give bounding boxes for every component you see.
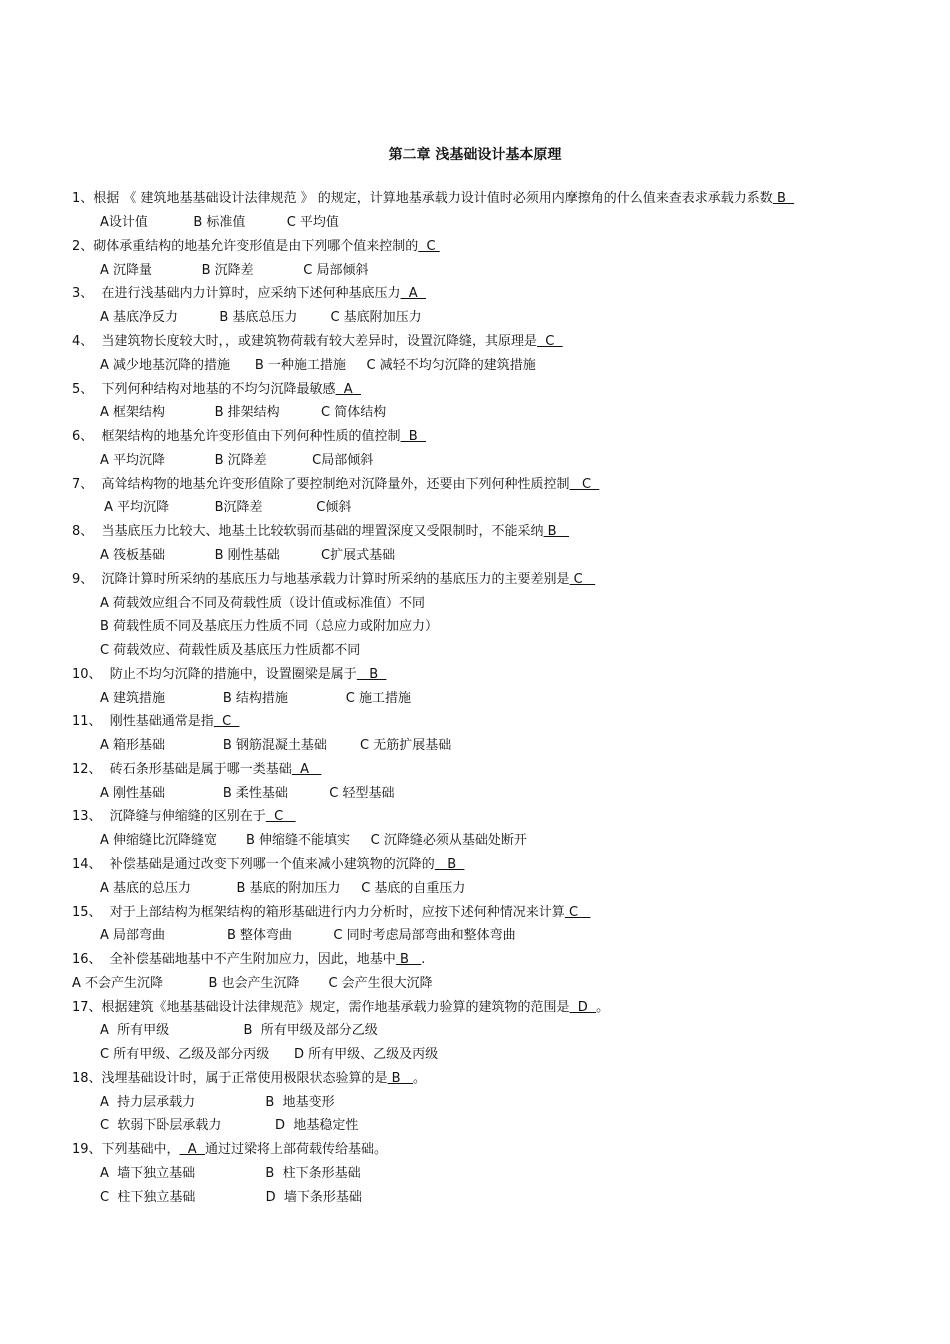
answer-blank: B — [395, 952, 422, 967]
question-12: 12、 砖石条形基础是属于哪一类基础 A — [72, 762, 322, 777]
option-9c: C 荷载效应、荷载性质及基底压力性质都不同 — [100, 643, 361, 658]
options-1: A设计值 B 标准值 C 平均值 — [100, 215, 339, 230]
options-6: A 平均沉降 B 沉降差 C局部倾斜 — [100, 453, 374, 468]
options-19-cd: C 柱下独立基础 D 墙下条形基础 — [100, 1190, 362, 1205]
question-9: 9、 沉降计算时所采纳的基底压力与地基承载力计算时所采纳的基底压力的主要差别是 C — [72, 572, 596, 587]
options-8: A 筏板基础 B 刚性基础 C扩展式基础 — [100, 548, 396, 563]
answer-blank: B — [772, 191, 795, 206]
question-16: 16、 全补偿基础地基中不产生附加应力，因此，地基中 B . — [72, 952, 426, 967]
options-16: A 不会产生沉降 B 也会产生沉降 C 会产生很大沉降 — [72, 976, 433, 991]
options-14: A 基底的总压力 B 基底的附加压力 C 基底的自重压力 — [100, 881, 466, 896]
answer-blank: B — [356, 667, 387, 682]
question-14: 14、 补偿基础是通过改变下列哪一个值来减小建筑物的沉降的 B — [72, 857, 465, 872]
question-10: 10、 防止不均匀沉降的措施中，设置圈梁是属于 B — [72, 667, 387, 682]
answer-blank: C — [537, 334, 563, 349]
question-8: 8、 当基底压力比较大、地基土比较软弱而基础的埋置深度又受限制时，不能采纳 B — [72, 524, 569, 539]
options-5: A 框架结构 B 排架结构 C 简体结构 — [100, 405, 387, 420]
answer-blank: A — [335, 382, 361, 397]
options-12: A 刚性基础 B 柔性基础 C 轻型基础 — [100, 786, 395, 801]
answer-blank: A — [179, 1142, 205, 1157]
options-18-ab: A 持力层承载力 B 地基变形 — [100, 1095, 335, 1110]
option-9a: A 荷载效应组合不同及荷载性质（设计值或标准值）不同 — [100, 596, 426, 611]
options-7: A 平均沉降 B沉降差 C倾斜 — [100, 500, 352, 515]
answer-blank: C — [213, 714, 240, 729]
answer-blank: B — [543, 524, 569, 539]
options-18-cd: C 软弱下卧层承载力 D 地基稳定性 — [100, 1118, 359, 1133]
answer-blank: C — [265, 809, 296, 824]
options-17-cd: C 所有甲级、乙级及部分丙级 D 所有甲级、乙级及丙级 — [100, 1047, 439, 1062]
answer-blank: C — [564, 905, 591, 920]
question-4: 4、 当建筑物长度较大时，，或建筑物荷载有较大差异时，设置沉降缝，其原理是 C — [72, 334, 563, 349]
options-2: A 沉降量 B 沉降差 C 局部倾斜 — [100, 263, 369, 278]
question-13: 13、 沉降缝与伸缩缝的区别在于 C — [72, 809, 296, 824]
question-15: 15、 对于上部结构为框架结构的箱形基础进行内力分析时，应按下述何种情况来计算 C — [72, 905, 591, 920]
question-1: 1、根据 《 建筑地基基础设计法律规范 》 的规定，计算地基承载力设计值时必须用内摩擦角的什么值来查表求承载力系数 B — [72, 191, 795, 206]
answer-blank: D — [569, 1000, 597, 1015]
options-11: A 箱形基础 B 钢筋混凝土基础 C 无筋扩展基础 — [100, 738, 452, 753]
answer-blank: C — [569, 572, 596, 587]
answer-blank: C — [418, 239, 440, 254]
question-11: 11、 刚性基础通常是指 C — [72, 714, 240, 729]
options-3: A 基底净反力 B 基底总压力 C 基底附加压力 — [100, 310, 422, 325]
options-17-ab: A 所有甲级 B 所有甲级及部分乙级 — [100, 1023, 378, 1038]
question-19: 19、下列基础中， A 通过过梁将上部荷载传给基础。 — [72, 1142, 387, 1157]
options-10: A 建筑措施 B 结构措施 C 施工措施 — [100, 691, 411, 706]
question-18: 18、浅埋基础设计时，属于正常使用极限状态验算的是 B 。 — [72, 1071, 427, 1086]
option-9b: B 荷载性质不同及基底压力性质不同（总应力或附加应力） — [100, 619, 439, 634]
question-5: 5、 下列何种结构对地基的不均匀沉降最敏感 A — [72, 382, 361, 397]
options-15: A 局部弯曲 B 整体弯曲 C 同时考虑局部弯曲和整体弯曲 — [100, 928, 516, 943]
question-6: 6、 框架结构的地基允许变形值由下列何种性质的值控制 B — [72, 429, 426, 444]
question-2: 2、砌体承重结构的地基允许变形值是由下列哪个值来控制的 C — [72, 239, 440, 254]
answer-blank: A — [291, 762, 322, 777]
question-7: 7、 高耸结构物的地基允许变形值除了要控制绝对沉降量外，还要由下列何种性质控制 C — [72, 477, 600, 492]
options-19-ab: A 墙下独立基础 B 柱下条形基础 — [100, 1166, 361, 1181]
question-3: 3、 在进行浅基础内力计算时，应采纳下述何种基底压力 A — [72, 286, 426, 301]
answer-blank: A — [400, 286, 426, 301]
answer-blank: B — [434, 857, 465, 872]
answer-blank: C — [569, 477, 600, 492]
page-title: 第二章 浅基础设计基本原理 — [388, 147, 562, 163]
question-17: 17、根据建筑《地基基础设计法律规范》规定，需作地基承载力验算的建筑物的范围是 D 。 — [72, 1000, 610, 1015]
options-13: A 伸缩缝比沉降缝宽 B 伸缩缝不能填实 C 沉降缝必须从基础处断开 — [100, 833, 527, 848]
answer-blank: B — [400, 429, 426, 444]
options-4: A 减少地基沉降的措施 B 一种施工措施 C 减轻不均匀沉降的建筑措施 — [100, 358, 536, 373]
answer-blank: B — [387, 1071, 413, 1086]
